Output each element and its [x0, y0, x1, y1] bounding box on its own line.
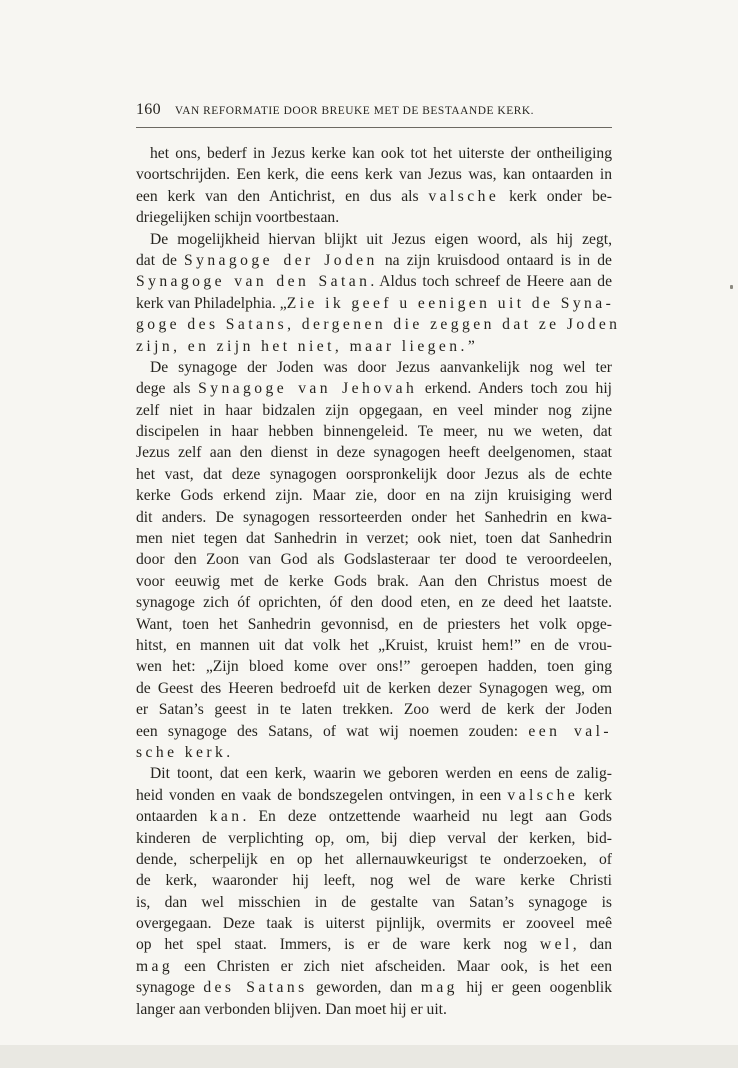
- text-line: overgegaan. Deze taak is uiterst pijnlijk, overmits er zooveel meê: [136, 915, 612, 933]
- spaced-emphasis: sche kerk: [136, 743, 227, 761]
- text-line: De synagoge der Joden was door Jezus aanvankelijk nog wel ter: [150, 358, 612, 376]
- text-line: zelf niet in haar bidzalen zijn opgegaan, en veel minder nog zijne: [136, 401, 612, 419]
- text-line: sche kerk.: [136, 743, 231, 761]
- text-line: wen het: „Zijn bloed kome over ons!” geroepen hadden, toen ging: [136, 658, 612, 676]
- spaced-emphasis: Synagoge der Joden: [183, 251, 378, 269]
- text-line: op het spel staat. Immers, is er de ware kerk nog wel, dan: [136, 936, 613, 954]
- text-line: het ons, bederf in Jezus kerke kan ook tot het uiterste der ontheiliging: [150, 145, 612, 162]
- spaced-emphasis: Zie ik geef u eenigen uit de Syna-: [286, 294, 615, 312]
- spaced-emphasis: zijn, en zijn het niet, maar liegen.: [136, 337, 468, 355]
- page-number: 160: [136, 101, 161, 118]
- text-line: Jezus zelf aan den dienst in deze synagogen heeft deelgenomen, staat: [136, 444, 612, 462]
- text-line: Want, toen het Sanhedrin gevonnisd, en de priesters het volk opge-: [136, 615, 612, 633]
- text-line: ontaarden kan. En deze ontzettende waarheid nu legt aan Gods: [136, 808, 613, 826]
- spaced-emphasis: Synagoge van den Satan: [136, 273, 371, 291]
- spaced-emphasis: een val-: [528, 722, 612, 740]
- margin-mark: [730, 285, 733, 289]
- text-line: dege als Synagoge van Jehovah erkend. Anders toch zou hij: [136, 380, 612, 398]
- text-line: dende, scherpelijk en op het allernauwkeurigst te onderzoeken, of: [136, 850, 612, 868]
- text-line: Dit toont, dat een kerk, waarin we geboren werden en eens de zalig-: [150, 765, 612, 783]
- spaced-emphasis: valsche: [428, 187, 500, 205]
- text-line: langer aan verbonden blijven. Dan moet hij er uit.: [136, 1000, 447, 1018]
- spaced-emphasis: wel: [539, 936, 573, 954]
- text-line: is, dan wel misschien in de gestalte van Satan’s synagoge is: [136, 893, 612, 911]
- spaced-emphasis: Synagoge van Jehovah: [198, 380, 418, 398]
- text-line: het vast, dat deze synagogen oorspronkelijk door Jezus als de echte: [136, 465, 612, 483]
- text-line: dat de Synagoge der Joden na zijn kruisdood ontaard is in de: [136, 251, 612, 269]
- text-line: zijn, en zijn het niet, maar liegen.”: [136, 337, 475, 355]
- text-line: synagoge des Satans geworden, dan mag hij er geen oogenblik: [136, 979, 613, 997]
- text-line: er Satan’s geest in te laten trekken. Zoo werd de kerk der Joden: [136, 701, 612, 719]
- text-line: discipelen in haar hebben binnengeleid. Te meer, nu we weten, dat: [136, 423, 612, 441]
- text-line: kinderen de verplichting op, om, bij diep verval der kerken, bid-: [136, 829, 612, 847]
- text-line: De mogelijkheid hiervan blijkt uit Jezus eigen woord, als hij zegt,: [150, 230, 612, 248]
- text-line: dit anders. De synagogen ressorteerden onder het Sanhedrin en kwa-: [136, 508, 612, 526]
- text-line: mag een Christen er zich niet afscheiden. Maar ook, is het een: [136, 957, 612, 975]
- text-line: hitst, en mannen uit dat volk het „Kruist, kruist hem!” en de vrou-: [136, 636, 612, 654]
- text-line: kerke Gods erkend zijn. Maar zie, door en na zijn kruisiging werd: [136, 487, 612, 505]
- text-line: door den Zoon van God als Godslasteraar ter dood te veroordeelen,: [136, 551, 612, 569]
- text-line: synagoge zich óf oprichten, óf den dood eten, en ze deed het laatste.: [136, 594, 612, 612]
- spaced-emphasis: mag: [420, 979, 458, 997]
- spaced-emphasis: kan: [209, 808, 243, 826]
- text-line: voor eeuwig met de kerke Gods brak. Aan den Christus moest de: [136, 572, 612, 590]
- running-title: VAN REFORMATIE DOOR BREUKE MET DE BESTAANDE KERK.: [174, 105, 535, 117]
- spaced-emphasis: goge des Satans, dergenen die zeggen dat ze Joden: [136, 316, 621, 334]
- text-line: de Geest des Heeren bedroefd uit de kerken dezer Synagogen weg, om: [136, 679, 612, 697]
- spaced-emphasis: mag: [136, 957, 174, 975]
- text-line: een kerk van den Antichrist, en dus als valsche kerk onder be-: [136, 187, 612, 205]
- header-rule: [136, 127, 612, 128]
- text-line: Synagoge van den Satan. Aldus toch schreef de Heere aan de: [136, 273, 612, 291]
- text-line: voortschrijden. Een kerk, die eens kerk van Jezus was, kan ontaarden in: [136, 166, 612, 184]
- running-head: [136, 101, 612, 125]
- text-line: de kerk, waaronder hij leeft, nog wel de ware kerke Christi: [136, 872, 612, 890]
- text-line: heid vonden en vaak de bondszegelen ontvingen, in een valsche kerk: [136, 786, 612, 804]
- text-line: [136, 314, 621, 335]
- body-text: [136, 143, 621, 1020]
- scan-bottom-edge: [0, 1045, 738, 1068]
- spaced-emphasis: valsche: [507, 786, 579, 804]
- spaced-emphasis: des Satans: [203, 979, 308, 997]
- text-line: driegelijken schijn voortbestaan.: [136, 209, 340, 227]
- text-line: kerk van Philadelphia. „Zie ik geef u eenigen uit de Syna-: [136, 294, 615, 312]
- text-line: men niet tegen dat Sanhedrin in verzet; ook niet, toen dat Sanhedrin: [136, 530, 612, 548]
- text-line: een synagoge des Satans, of wat wij noemen zouden: een val-: [136, 722, 612, 740]
